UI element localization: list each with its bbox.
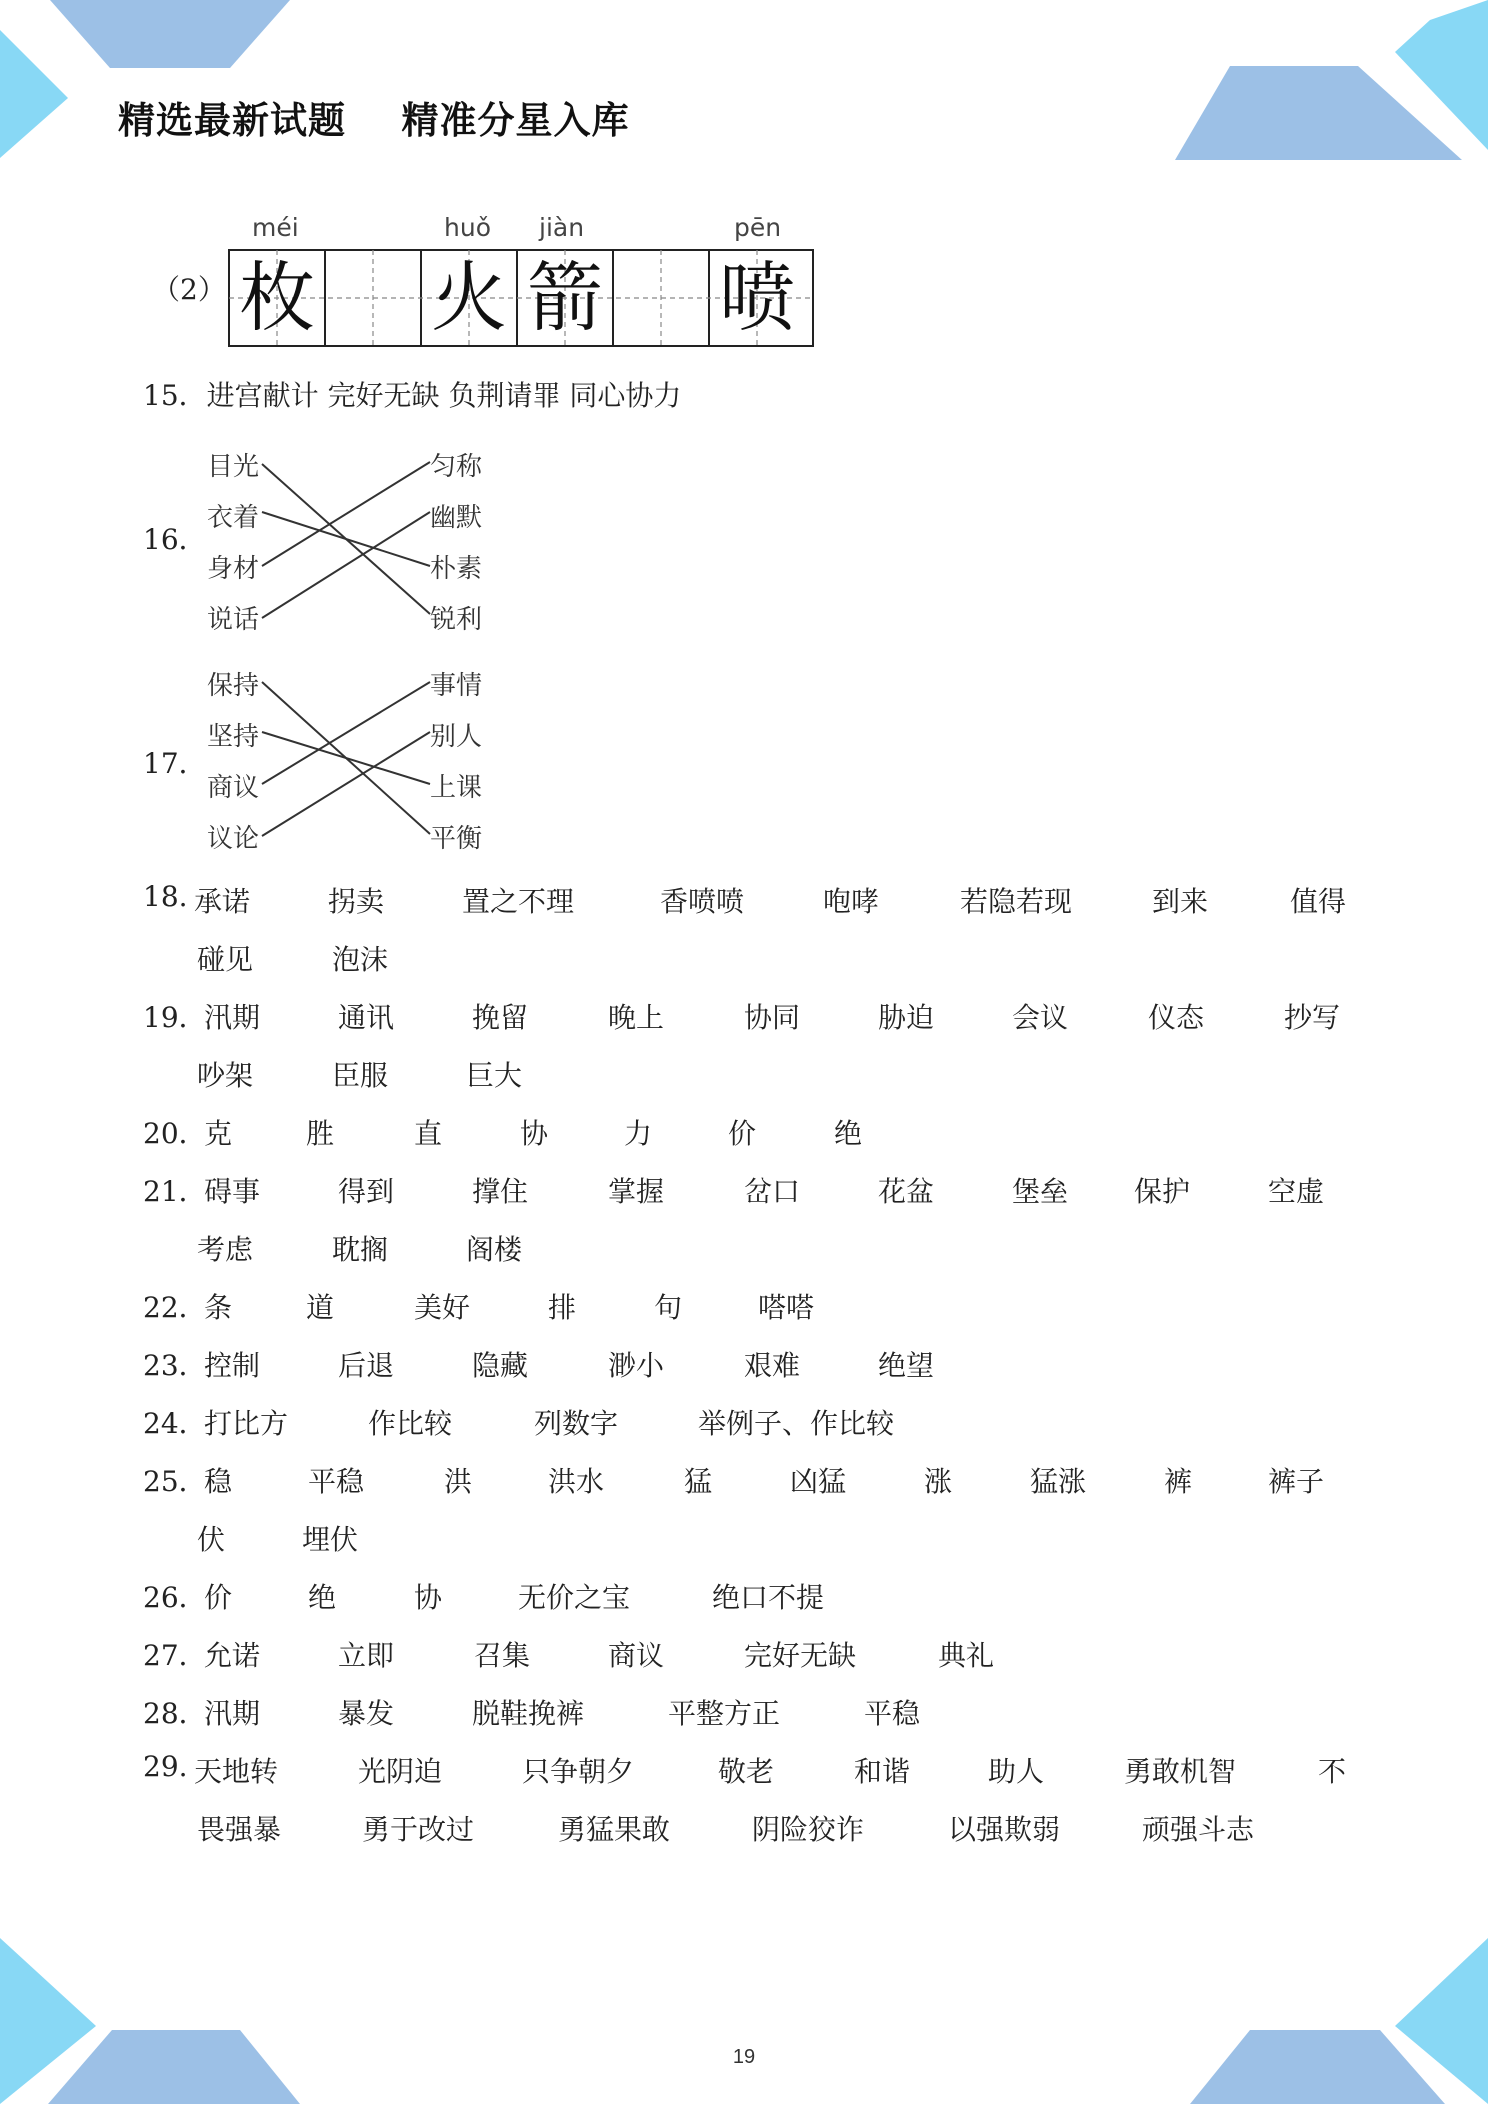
answer-word: 渺小 bbox=[608, 1349, 665, 1382]
answer-word: 商议 bbox=[608, 1639, 665, 1672]
answer-word: 伏 bbox=[197, 1523, 226, 1556]
answer-word: 天地转 bbox=[194, 1755, 279, 1788]
answer-word: 拐卖 bbox=[328, 885, 385, 918]
answer-word: 价 bbox=[204, 1581, 233, 1614]
answer-word: 堡垒 bbox=[1012, 1175, 1069, 1208]
answer-word: 通讯 bbox=[338, 1001, 395, 1034]
answer-word: 力 bbox=[624, 1117, 653, 1150]
answer-word: 汛期 bbox=[204, 1697, 261, 1730]
answer-word: 克 bbox=[204, 1117, 233, 1150]
answer-word: 耽搁 bbox=[332, 1233, 389, 1266]
question-number: 21． bbox=[143, 1175, 207, 1208]
answer-word: 隐藏 bbox=[472, 1349, 529, 1382]
answer-word: 臣服 bbox=[332, 1059, 389, 1092]
tianzige-char-4: 喷 bbox=[719, 253, 795, 342]
answer-word: 阴险狡诈 bbox=[752, 1813, 865, 1846]
answer-word: 道 bbox=[306, 1291, 335, 1324]
question-number: 18. bbox=[143, 880, 188, 913]
answer-word: 典礼 bbox=[938, 1639, 995, 1672]
answer-word: 作比较 bbox=[368, 1407, 453, 1440]
answer-word: 碰见 bbox=[197, 943, 254, 976]
answer-word: 敬老 bbox=[718, 1755, 775, 1788]
question-number: 26． bbox=[143, 1581, 207, 1614]
answer-word: 打比方 bbox=[204, 1407, 289, 1440]
answer-word: 脱鞋挽裤 bbox=[472, 1697, 585, 1730]
answer-word: 列数字 bbox=[534, 1407, 619, 1440]
pinyin-1: méi bbox=[252, 213, 299, 242]
match-right-word: 锐利 bbox=[430, 605, 483, 635]
answer-word: 美好 bbox=[414, 1291, 471, 1324]
answer-word: 后退 bbox=[338, 1349, 395, 1382]
answer-word: 绝 bbox=[834, 1117, 863, 1150]
question-number: 19． bbox=[143, 1001, 207, 1034]
question-number-17: 17． bbox=[143, 747, 207, 780]
match-right-word: 幽默 bbox=[430, 503, 483, 533]
question-number: 28． bbox=[143, 1697, 207, 1730]
answer-word: 值得 bbox=[1290, 885, 1347, 918]
answer-word: 举例子、作比较 bbox=[698, 1407, 895, 1440]
answer-word: 艰难 bbox=[744, 1349, 801, 1382]
answer-word: 裤 bbox=[1164, 1465, 1193, 1498]
answer-word: 完好无缺 bbox=[744, 1639, 857, 1672]
question-number: 15． bbox=[143, 379, 207, 412]
question-number: 24． bbox=[143, 1407, 207, 1440]
answer-word: 暴发 bbox=[338, 1697, 395, 1730]
answer-word: 平整方正 bbox=[668, 1697, 781, 1730]
answer-word: 平稳 bbox=[864, 1697, 921, 1730]
answer-word: 勇于改过 bbox=[362, 1813, 475, 1846]
answer-word: 句 bbox=[654, 1291, 683, 1324]
answer-word: 晚上 bbox=[608, 1001, 665, 1034]
answer-word: 巨大 bbox=[466, 1059, 523, 1092]
match-left-word: 目光 bbox=[207, 452, 260, 482]
answer-word: 只争朝夕 bbox=[522, 1755, 635, 1788]
page-number: 19 bbox=[732, 2046, 756, 2068]
question-number: 29. bbox=[143, 1750, 188, 1783]
header-title: 精选最新试题 精准分星入库 bbox=[118, 99, 630, 142]
answer-word: 若隐若现 bbox=[960, 885, 1073, 918]
match-line bbox=[262, 732, 430, 836]
answer-word: 到来 bbox=[1152, 885, 1209, 918]
match-left-word: 说话 bbox=[207, 605, 260, 635]
answer-word: 岔口 bbox=[744, 1175, 801, 1208]
answer-word: 碍事 bbox=[204, 1175, 261, 1208]
answer-word: 协 bbox=[414, 1581, 443, 1614]
question-number: 23． bbox=[143, 1349, 207, 1382]
answer-word: 承诺 bbox=[194, 885, 251, 918]
answer-word: 控制 bbox=[204, 1349, 261, 1382]
answer-word: 涨 bbox=[924, 1465, 953, 1498]
answer-word: 绝 bbox=[308, 1581, 337, 1614]
answer-word: 稳 bbox=[204, 1465, 233, 1498]
question-number-16: 16． bbox=[143, 523, 207, 556]
answer-word: 直 bbox=[414, 1117, 443, 1150]
answer-word: 空虚 bbox=[1268, 1175, 1325, 1208]
match-line bbox=[262, 732, 430, 784]
match-right-word: 朴素 bbox=[430, 554, 483, 584]
answer-word: 嗒嗒 bbox=[758, 1291, 815, 1324]
answer-text: 进宫献计 完好无缺 负荆请罪 同心协力 bbox=[206, 379, 682, 412]
answer-word: 绝口不提 bbox=[712, 1581, 825, 1614]
answer-word: 洪水 bbox=[548, 1465, 605, 1498]
answer-word: 助人 bbox=[988, 1755, 1045, 1788]
answer-word: 会议 bbox=[1012, 1001, 1069, 1034]
answer-word: 撑住 bbox=[472, 1175, 529, 1208]
answer-word: 立即 bbox=[338, 1639, 395, 1672]
pinyin-3: jiàn bbox=[539, 213, 585, 242]
answer-word: 绝望 bbox=[878, 1349, 935, 1382]
pinyin-2: huǒ bbox=[444, 213, 491, 242]
pinyin-4: pēn bbox=[734, 213, 782, 242]
answer-word: 凶猛 bbox=[790, 1465, 847, 1498]
answer-word: 协同 bbox=[744, 1001, 801, 1034]
answer-word: 勇敢机智 bbox=[1124, 1755, 1237, 1788]
match-left-word: 衣着 bbox=[207, 503, 260, 533]
answer-word: 花盆 bbox=[878, 1175, 935, 1208]
answer-word: 价 bbox=[728, 1117, 757, 1150]
answer-word: 泡沫 bbox=[332, 943, 389, 976]
answer-word: 阁楼 bbox=[466, 1233, 523, 1266]
answer-word: 掌握 bbox=[608, 1175, 665, 1208]
answer-word: 猛涨 bbox=[1030, 1465, 1087, 1498]
answer-word: 光阴迫 bbox=[358, 1755, 443, 1788]
answer-word: 不 bbox=[1318, 1755, 1347, 1788]
answer-word: 考虑 bbox=[197, 1233, 254, 1266]
answer-word: 猛 bbox=[684, 1465, 713, 1498]
match-left-word: 身材 bbox=[207, 554, 260, 584]
match-right-word: 上课 bbox=[430, 773, 483, 803]
question-number: 22． bbox=[143, 1291, 207, 1324]
answer-word: 埋伏 bbox=[302, 1523, 359, 1556]
answer-word: 平稳 bbox=[308, 1465, 365, 1498]
question-part-label: （2） bbox=[152, 273, 226, 306]
answer-word: 汛期 bbox=[204, 1001, 261, 1034]
answer-word: 咆哮 bbox=[823, 885, 880, 918]
tianzige-char-1: 枚 bbox=[239, 253, 315, 342]
question-number: 25． bbox=[143, 1465, 207, 1498]
match-right-word: 事情 bbox=[430, 671, 483, 701]
tianzige-char-3: 箭 bbox=[527, 253, 603, 342]
match-right-word: 平衡 bbox=[430, 824, 483, 854]
tianzige-char-2: 火 bbox=[431, 253, 507, 342]
answer-word: 召集 bbox=[474, 1639, 531, 1672]
answer-word: 得到 bbox=[338, 1175, 395, 1208]
answer-word: 洪 bbox=[444, 1465, 473, 1498]
answer-word: 畏强暴 bbox=[197, 1813, 282, 1846]
match-left-word: 商议 bbox=[207, 773, 260, 803]
answer-word: 仪态 bbox=[1148, 1001, 1205, 1034]
answer-word: 排 bbox=[548, 1291, 577, 1324]
match-right-word: 别人 bbox=[430, 722, 483, 752]
match-left-word: 议论 bbox=[207, 824, 260, 854]
answer-word: 抄写 bbox=[1284, 1001, 1341, 1034]
answer-word: 挽留 bbox=[472, 1001, 529, 1034]
answer-word: 顽强斗志 bbox=[1142, 1813, 1255, 1846]
answer-word: 胁迫 bbox=[878, 1001, 935, 1034]
match-left-word: 保持 bbox=[207, 671, 260, 701]
answer-word: 香喷喷 bbox=[660, 885, 745, 918]
match-right-word: 匀称 bbox=[430, 452, 483, 482]
answer-word: 置之不理 bbox=[462, 885, 575, 918]
match-left-word: 坚持 bbox=[207, 722, 260, 752]
answer-word: 保护 bbox=[1134, 1175, 1191, 1208]
answer-word: 吵架 bbox=[197, 1059, 254, 1092]
answer-word: 允诺 bbox=[204, 1639, 261, 1672]
answer-word: 勇猛果敢 bbox=[558, 1813, 671, 1846]
answer-word: 以强欺弱 bbox=[948, 1813, 1061, 1846]
answer-word: 条 bbox=[204, 1291, 233, 1324]
answer-word: 裤子 bbox=[1268, 1465, 1325, 1498]
question-number: 27． bbox=[143, 1639, 207, 1672]
answer-word: 和谐 bbox=[854, 1755, 911, 1788]
match-line bbox=[262, 682, 430, 784]
answer-word: 无价之宝 bbox=[518, 1581, 631, 1614]
question-number: 20． bbox=[143, 1117, 207, 1150]
answer-word: 胜 bbox=[306, 1117, 335, 1150]
answer-word: 协 bbox=[520, 1117, 549, 1150]
